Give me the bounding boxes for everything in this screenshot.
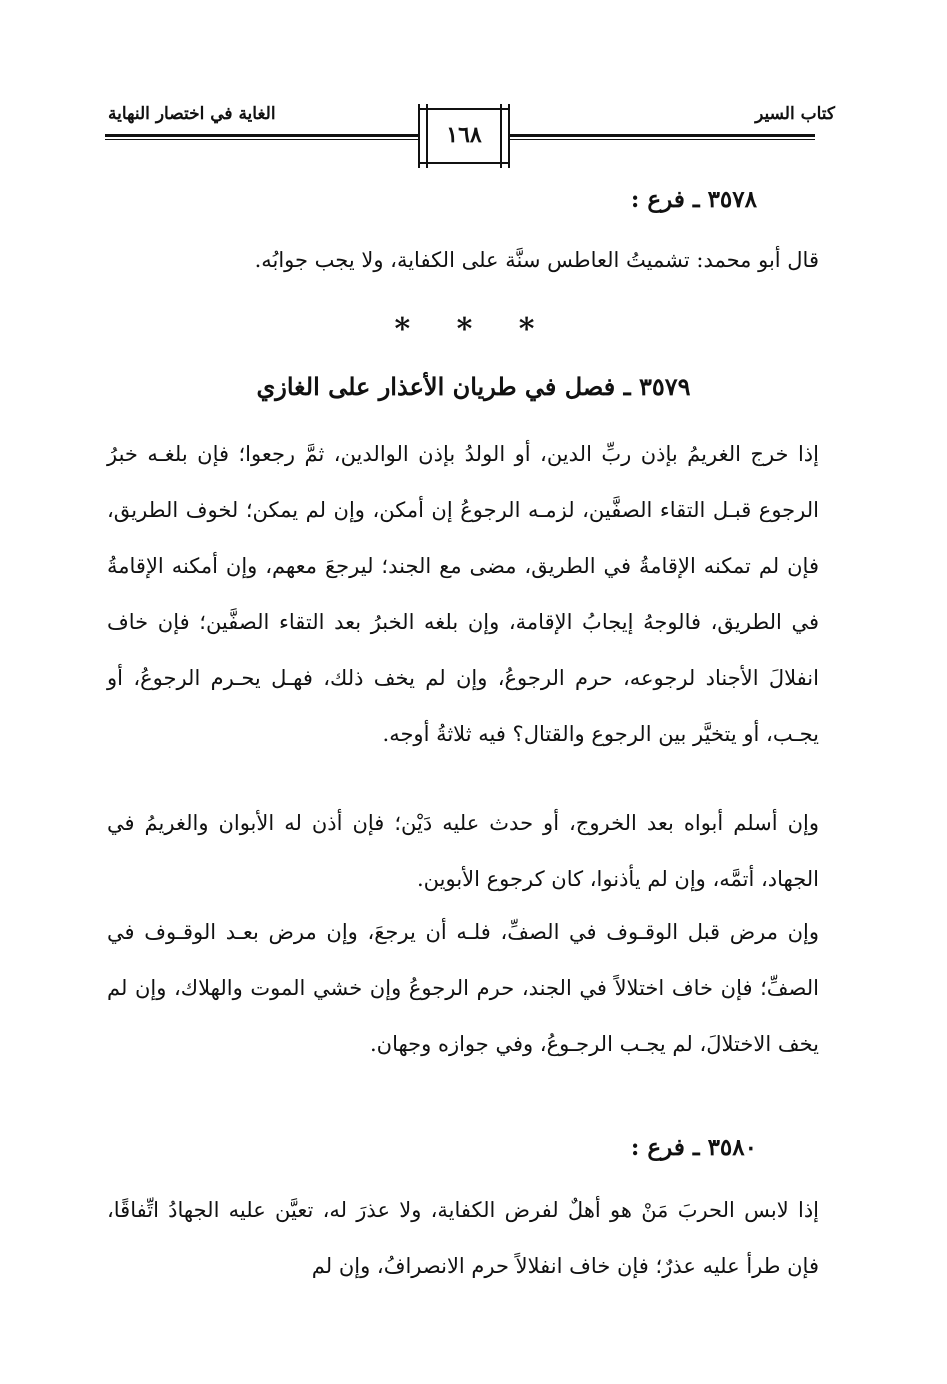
paragraph: قال أبو محمد: تشميتُ العاطس سنَّة على الكفاية، ولا يجب جوابُه.: [254, 248, 819, 272]
page-number: ١٦٨: [446, 122, 482, 148]
paragraph: إذا لابس الحربَ مَنْ هو أهلٌ لفرض الكفاية، ولا عذرَ له، تعيَّن عليه الجهادُ اتِّفاقًا، فإن طرأ عليه عذرٌ؛ فإن خاف انفلالاً حرم الانصرافُ، وإن لم: [107, 1198, 819, 1278]
header-book-title: الغاية في اختصار النهاية: [108, 104, 276, 124]
section-separator: * * *: [394, 312, 553, 347]
section-body-3579: [107, 426, 819, 762]
page-number-frame: [420, 108, 508, 164]
header-chapter-title: كتاب السير: [755, 104, 835, 124]
paragraph: إذا خرج الغريمُ بإذن ربِّ الدين، أو الولدُ بإذن الوالدين، ثمَّ رجعوا؛ فإن بلغـه خبرُ الرجوع قبـل التقاء الصفَّين، لزمـه الرجوعُ إن أمكن، وإن لم يمكن؛ لخوف الطريق، فإن لم تمكنه الإقامةُ في الطريق، مضى مع الجند؛ ليرجعَ معهم، وإن أمكنه الإقامةُ في الطريق، فالوجهُ إيجابُ الإقامة، وإن بلغه الخبرُ بعد التقاء الصفَّين؛ فإن خاف انفلالَ الأجناد لرجوعه، حرم الرجوعُ، وإن لم يخف ذلك، فهـل يحـرم الرجوعُ، أو يجـب، أو يتخيَّر بين الرجوع والقتال؟ فيه ثلاثةُ أوجه.: [107, 442, 819, 746]
paragraph: وإن أسلم أبواه بعد الخروج، أو حدث عليه دَيْن؛ فإن أذن له الأبوان والغريمُ في الجهاد، أتمَّه، وإن لم يأذنوا، كان كرجوع الأبوين.: [107, 811, 819, 891]
paragraph: وإن مرض قبل الوقـوف في الصفِّ، فلـه أن يرجعَ، وإن مرض بعـد الوقـوف في الصفِّ؛ فإن خاف اختلالاً في الجند، حرم الرجوعُ وإن خشي الموت والهلاك، وإن لم يخف الاختلالَ، لم يجـب الرجـوعُ، وفي جوازه وجهان.: [107, 920, 819, 1056]
section-text-3578: [107, 232, 819, 288]
section-body-3579-b: [107, 795, 819, 907]
section-text-3580: [107, 1182, 819, 1294]
section-heading-3578: ٣٥٧٨ ـ فرع :: [630, 186, 757, 213]
section-heading-3580: ٣٥٨٠ ـ فرع :: [630, 1134, 757, 1161]
section-body-3579-c: [107, 904, 819, 1072]
chapter-title-3579: ٣٥٧٩ ـ فصل في طريان الأعذار على الغازي: [256, 372, 691, 401]
